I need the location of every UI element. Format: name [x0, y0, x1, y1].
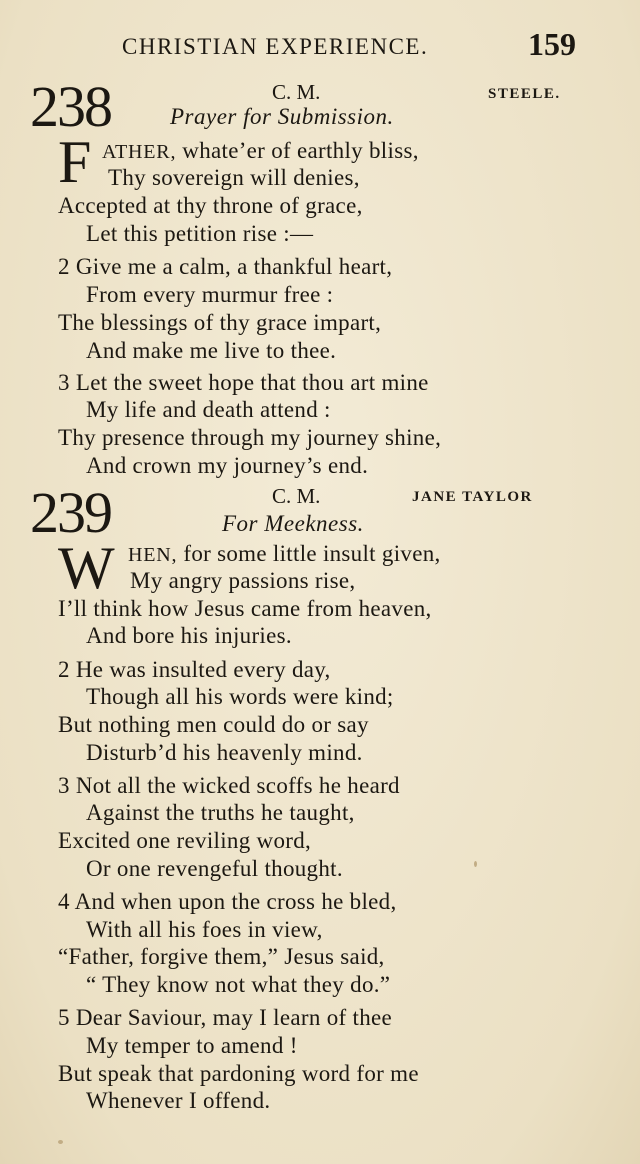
- hymn-line: And crown my journey’s end.: [86, 453, 369, 478]
- hymn-line: Though all his words were kind;: [86, 684, 394, 709]
- hymn-line: 5 Dear Saviour, may I learn of thee: [58, 1005, 393, 1030]
- hymn-line: Against the truths he taught,: [86, 800, 355, 825]
- hymn-line: Thy presence through my journey shine,: [58, 425, 442, 450]
- hymn-line: My life and death attend :: [86, 397, 331, 422]
- hymn-line: My temper to amend !: [86, 1033, 298, 1058]
- hymn-line: “ They know not what they do.”: [86, 972, 391, 997]
- drop-cap: W: [58, 535, 115, 601]
- hymn-line: From every murmur free :: [86, 282, 334, 307]
- hymn-line: Accepted at thy throne of grace,: [58, 193, 363, 218]
- hymn-line: My angry passions rise,: [130, 568, 356, 593]
- running-head: [0, 26, 640, 66]
- hymn-line: ATHER, whate’er of earthly bliss,: [102, 138, 419, 163]
- hymn-line: I’ll think how Jesus came from heaven,: [58, 596, 432, 621]
- hymn-number: 238: [30, 74, 111, 139]
- hymn-author: STEELE.: [488, 86, 561, 102]
- hymn-line: HEN, for some little insult given,: [128, 541, 441, 566]
- hymn-meter: C. M.: [272, 484, 321, 508]
- hymn-line: The blessings of thy grace impart,: [58, 310, 382, 335]
- hymn-author: JANE TAYLOR: [412, 489, 533, 505]
- hymn-line: Or one revengeful thought.: [86, 856, 343, 881]
- hymn-line: But speak that pardoning word for me: [58, 1061, 419, 1086]
- hymn-meter: C. M.: [272, 80, 321, 104]
- hymn-line: And bore his injuries.: [86, 623, 292, 648]
- hymn-line: Disturb’d his heavenly mind.: [86, 740, 363, 765]
- ink-speck: [474, 861, 477, 867]
- drop-cap: F: [58, 129, 92, 195]
- hymn-number: 239: [30, 480, 111, 545]
- hymn-line: “Father, forgive them,” Jesus said,: [58, 944, 385, 969]
- hymn-line: Let this petition rise :—: [86, 221, 314, 246]
- hymn-subtitle: For Meekness.: [222, 511, 364, 536]
- hymn-line: And make me live to thee.: [86, 338, 337, 363]
- hymn-line: But nothing men could do or say: [58, 712, 369, 737]
- hymn-line: With all his foes in view,: [86, 917, 323, 942]
- hymn-line: 2 He was insulted every day,: [58, 657, 331, 682]
- ink-speck: [58, 1140, 63, 1144]
- hymn-line: 3 Let the sweet hope that thou art mine: [58, 370, 429, 395]
- hymn-line: 4 And when upon the cross he bled,: [58, 889, 397, 914]
- hymn-line: Whenever I offend.: [86, 1088, 271, 1113]
- hymn-line: Excited one reviling word,: [58, 828, 312, 853]
- hymn-line: 3 Not all the wicked scoffs he heard: [58, 773, 400, 798]
- page-number: 159: [528, 26, 576, 62]
- hymn-line: 2 Give me a calm, a thankful heart,: [58, 254, 393, 279]
- hymn-line: Thy sovereign will denies,: [108, 165, 360, 190]
- hymn-subtitle: Prayer for Submission.: [170, 104, 394, 129]
- section-title: CHRISTIAN EXPERIENCE.: [122, 34, 429, 59]
